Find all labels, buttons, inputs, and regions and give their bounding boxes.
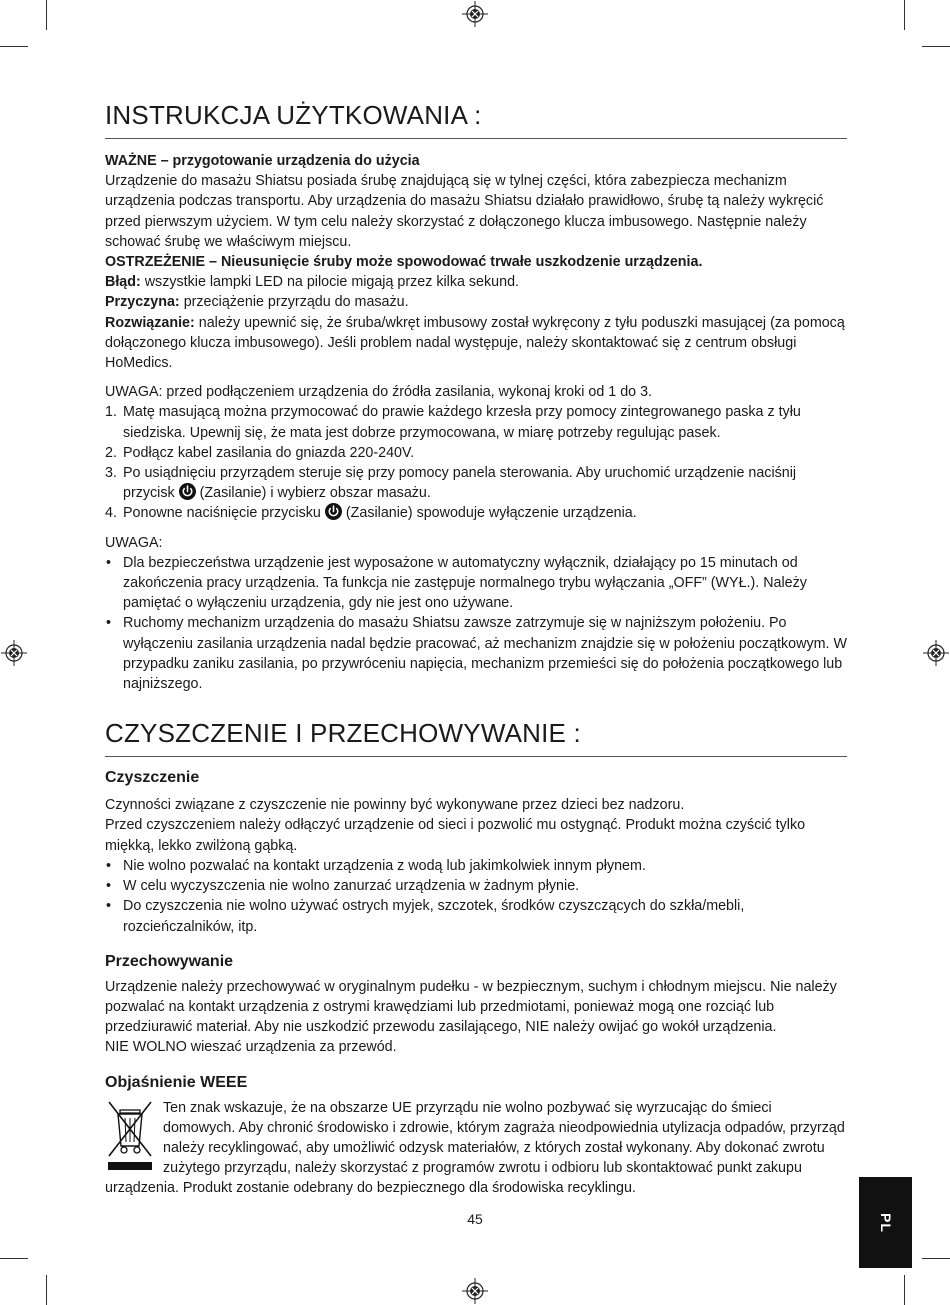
error-line: Błąd: wszystkie lampki LED na pilocie migają przez kilka sekund. (105, 274, 519, 291)
storage-text: Urządzenie należy przechowywać w oryginalnym pudełku - w bezpiecznym, suchym i chłodnym miejscu. Nie należy pozwalać na kontakt urządzenia z ostrymi krawędziami lub przedmiotami, ponieważ mogą one rozciąć lub przedziurawić materiał. Aby nie uszkodzić przewodu zasilającego, NIE należy owijać go wokół urządzenia. (105, 978, 837, 1036)
crop-mark (904, 0, 905, 30)
note-intro: UWAGA: przed podłączeniem urządzenia do źródła zasilania, wykonaj kroki od 1 do 3. (105, 384, 653, 401)
step-item: 2. Podłącz kabel zasilania do gniazda 220-240V. (105, 444, 415, 461)
step-item: 3. Po usiądnięciu przyrządem steruje się przy pomocy panela sterowania. Aby uruchomić urządzenie naciśnij przycisk (Zasilanie) i wybierz obszar masażu. (105, 465, 797, 502)
note-item: • Dla bezpieczeństwa urządzenie jest wyposażone w automatyczny wyłącznik, działający po 15 minutach od zakończenia pracy urządzenia. Ta funkcja nie zastępuje normalnego trybu wyłączania „OFF” (WYŁ.). Należy pamiętać o wyłączeniu urządzenia, gdy nie jest ono używane. (105, 553, 847, 614)
cleaning-item: • W celu wyczyszczenia nie wolno zanurzać urządzenia w żadnym płynie. (105, 876, 847, 896)
crop-mark (46, 1275, 47, 1305)
crop-mark (0, 1258, 28, 1259)
note-label: UWAGA: (105, 534, 163, 551)
power-icon (179, 483, 196, 500)
page-content (105, 96, 847, 1199)
cleaning-heading: Czyszczenie (105, 769, 200, 787)
section-title-instructions: INSTRUKCJA UŻYTKOWANIA : (105, 96, 847, 139)
registration-mark-icon (462, 1278, 488, 1304)
cleaning-item: • Do czyszczenia nie wolno używać ostrych myjek, szczotek, środków czyszczących do szkła/mebli, rozcieńczalników, itp. (105, 896, 847, 936)
warning-text: OSTRZEŻENIE – Nieusunięcie śruby może spowodować trwałe uszkodzenie urządzenia. (105, 254, 703, 271)
note-item: • Ruchomy mechanizm urządzenia do masażu Shiatsu zawsze zatrzymuje się w najniższym położeniu. Po wyłączeniu zasilania urządzenia nadal będzie pracować, aż mechanizm znajdzie się w położeniu początkowym. W przypadku zaniku zasilania, po przywróceniu napięcia, mechanizm przemieści się do położenia początkowego lub najniższego. (105, 613, 847, 694)
cleaning-list (105, 856, 847, 937)
registration-mark-icon (1, 640, 27, 666)
weee-text: Ten znak wskazuje, że na obszarze UE przyrządu nie wolno pozbywać się wyrzucając do śmieci domowych. Aby chronić środowisko i zdrowie, którym zagraża nieodpowiednia utylizacja odpadów, przyrząd należy recyklingować, aby umożliwić odzysk materiałów, z których został wykonany. Aby dokonać zwrotu zużytego przyrządu, należy skorzystać z programów zwrotu i odbioru lub skontaktować punkt zakupu urządzenia. Produkt zostanie odebrany do bezpiecznego dla środowiska recyklingu. (105, 1099, 845, 1197)
notes-list (105, 553, 847, 694)
weee-block (105, 1098, 847, 1199)
registration-mark-icon (462, 1, 488, 27)
page-number: 45 (467, 1211, 483, 1227)
language-tab-label: PL (877, 1212, 894, 1233)
solution-line: Rozwiązanie: należy upewnić się, że śruba/wkręt imbusowy został wykręcony z tyłu poduszki masującej (za pomocą dołączonego klucza imbusowego). Jeśli problem nadal występuje, należy skontaktować się z centrum obsługi HoMedics. (105, 314, 845, 372)
storage-heading: Przechowywanie (105, 952, 234, 970)
crop-mark (904, 1275, 905, 1305)
cleaning-item: • Nie wolno pozwalać na kontakt urządzenia z wodą lub jakimkolwiek innym płynem. (105, 856, 847, 876)
steps-list (105, 402, 847, 523)
crop-mark (922, 1258, 950, 1259)
section-title-cleaning: CZYSZCZENIE I PRZECHOWYWANIE : (105, 714, 847, 757)
crop-mark (0, 46, 28, 47)
important-text: Urządzenie do masażu Shiatsu posiada śrubę znajdującą się w tylnej części, która zabezpiecza mechanizm urządzenia podczas transportu. Aby urządzenia do masażu Shiatsu działało prawidłowo, śrubę tą należy wykręcić przed pierwszym użyciem. W tym celu należy skorzystać z dołączonego klucza imbusowego. Następnie należy schować śrubę we właściwym miejscu. (105, 173, 824, 250)
cleaning-paragraph: Czynności związane z czyszczenie nie powinny być wykonywane przez dzieci bez nadzoru. (105, 797, 685, 814)
registration-mark-icon (923, 640, 949, 666)
important-heading: WAŻNE – przygotowanie urządzenia do użycia (105, 153, 420, 169)
weee-heading: Objaśnienie WEEE (105, 1073, 248, 1091)
crop-mark (922, 46, 950, 47)
cleaning-paragraph: Przed czyszczeniem należy odłączyć urządzenie od sieci i pozwolić mu ostygnąć. Produkt można czyścić tylko miękką, lekko zwilżoną gąbką. (105, 817, 806, 854)
language-tab (859, 1177, 912, 1268)
crop-mark (46, 0, 47, 30)
power-icon (325, 503, 342, 520)
step-item: 1. Matę masującą można przymocować do prawie każdego krzesła przy pomocy zintegrowanego paska z tyłu siedziska. Upewnij się, że mata jest dobrze przymocowana, w miarę potrzeby regulując pasek. (105, 404, 801, 441)
crossed-out-wheeled-bin-icon (105, 1100, 155, 1172)
storage-text: NIE WOLNO wieszać urządzenia za przewód. (105, 1039, 397, 1056)
step-item: 4. Ponowne naciśnięcie przycisku (Zasilanie) spowoduje wyłączenie urządzenia. (105, 505, 637, 522)
cause-line: Przyczyna: przeciążenie przyrządu do masażu. (105, 294, 409, 311)
